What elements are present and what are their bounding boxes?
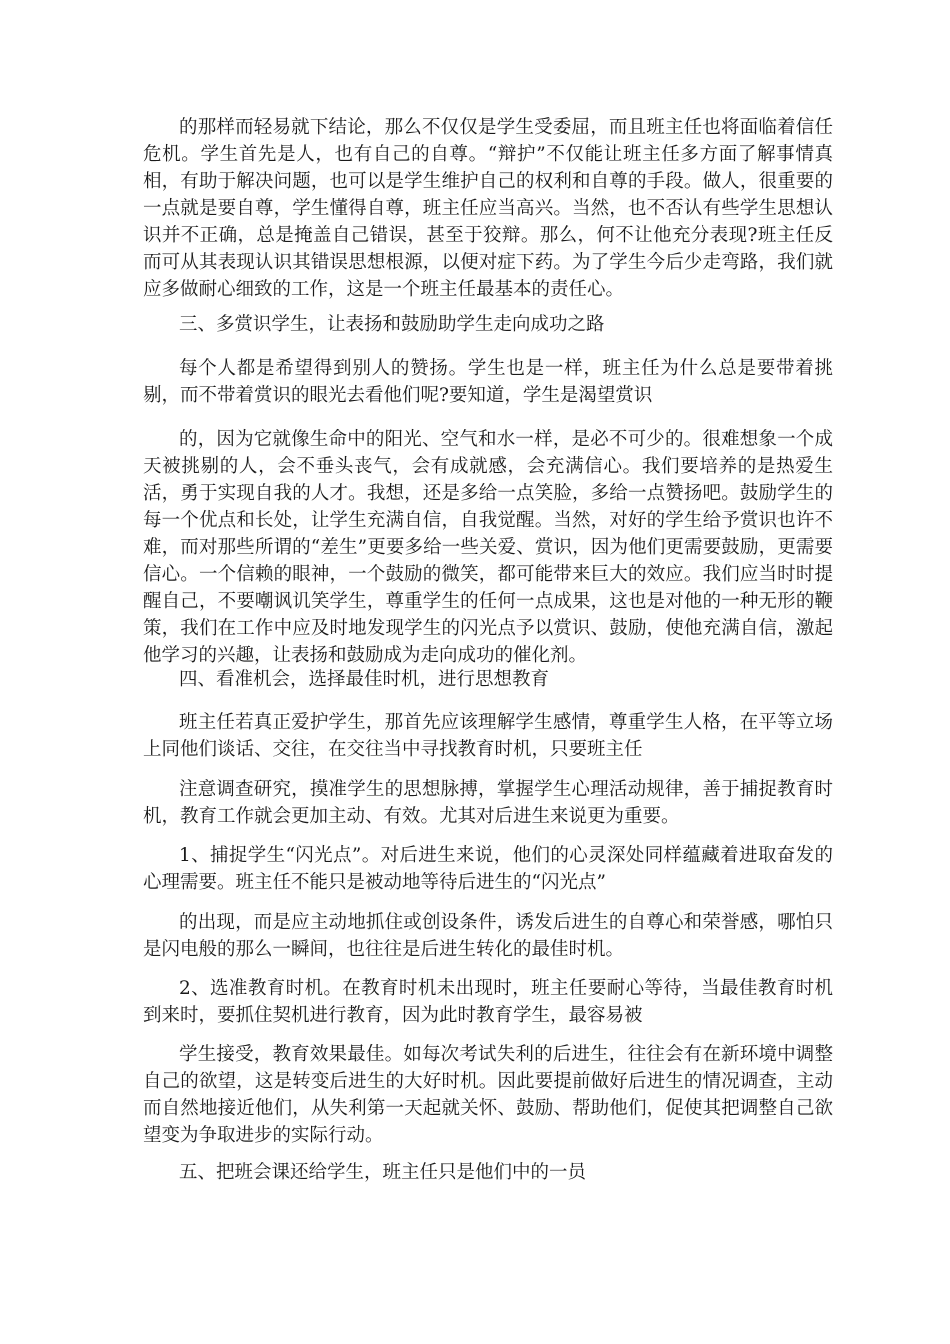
paragraph-praise-body: 的，因为它就像生命中的阳光、空气和水一样，是必不可少的。很难想象一个成天被挑剔的人，会不垂头丧气，会有成就感，会充满信心。我们要培养的是热爱生活，勇于实现自我的人才。我想，还是多给一点笑脸，多给一点赞扬吧。鼓励学生的每一个优点和长处，让学生充满自信，自我觉醒。当然，对好的学生给予赏识也许不难，而对那些所谓的“差生”更要多给一些关爱、赏识，因为他们更需要鼓励，更需要信心。一个信赖的眼神，一个鼓励的微笑，都可能带来巨大的效应。我们应当时时提醒自己，不要嘲讽讥笑学生，尊重学生的任何一点成果，这也是对他的一种无形的鞭策，我们在工作中应及时地发现学生的闪光点予以赏识、鼓励，使他充满自信，激起他学习的兴趣，让表扬和鼓励成为走向成功的催化剂。	[143, 429, 833, 666]
paragraph-point-2-end: 学生接受，教育效果最佳。如每次考试失利的后进生，往往会有在新环境中调整自己的欲望，这是转变后进生的大好时机。因此要提前做好后进生的情况调查，主动而自然地接近他们，从失利第一天起就关怀、鼓励、帮助他们，促使其把调整自己欲望变为争取进步的实际行动。	[143, 1044, 833, 1146]
paragraph-point-1-start: 1、捕捉学生“闪光点”。对后进生来说，他们的心灵深处同样蕴藏着进取奋发的心理需要。班主任不能只是被动地等待后进生的“闪光点”	[143, 845, 833, 893]
paragraph-point-1-end: 的出现，而是应主动地抓住或创设条件，诱发后进生的自尊心和荣誉感，哪怕只是闪电般的那么一瞬间，也往往是后进生转化的最佳时机。	[143, 912, 833, 960]
paragraph-continuation-self-respect: 的那样而轻易就下结论，那么不仅仅是学生受委屈，而且班主任也将面临着信任危机。学生首先是人，也有自己的自尊。“辩护”不仅能让班主任多方面了解事情真相，有助于解决问题，也可以是学生维护自己的权利和自尊的手段。做人，很重要的一点就是要自尊，学生懂得自尊，班主任应当高兴。当然，也不否认有些学生思想认识并不正确，总是掩盖自己错误，甚至于狡辩。那么，何不让他充分表现?班主任反而可从其表现认识其错误思想根源，以便对症下药。为了学生今后少走弯路，我们就应多做耐心细致的工作，这是一个班主任最基本的责任心。	[143, 117, 833, 300]
section-heading-4: 四、看准机会，选择最佳时机，进行思想教育	[179, 669, 550, 690]
paragraph-point-2-start: 2、选准教育时机。在教育时机未出现时，班主任要耐心等待，当最佳教育时机到来时，要抓住契机进行教育，因为此时教育学生，最容易被	[143, 978, 833, 1026]
paragraph-praise-intro: 每个人都是希望得到别人的赞扬。学生也是一样，班主任为什么总是要带着挑剔，而不带着赏识的眼光去看他们呢?要知道，学生是渴望赏识	[143, 358, 833, 406]
paragraph-opportunity-intro: 班主任若真正爱护学生，那首先应该理解学生感情，尊重学生人格，在平等立场上同他们谈话、交往，在交往当中寻找教育时机，只要班主任	[143, 712, 833, 760]
section-heading-5: 五、把班会课还给学生，班主任只是他们中的一员	[179, 1162, 587, 1183]
section-heading-3: 三、多赏识学生，让表扬和鼓励助学生走向成功之路	[179, 314, 605, 335]
paragraph-opportunity-body: 注意调查研究，摸准学生的思想脉搏，掌握学生心理活动规律，善于捕捉教育时机，教育工作就会更加主动、有效。尤其对后进生来说更为重要。	[143, 779, 833, 827]
